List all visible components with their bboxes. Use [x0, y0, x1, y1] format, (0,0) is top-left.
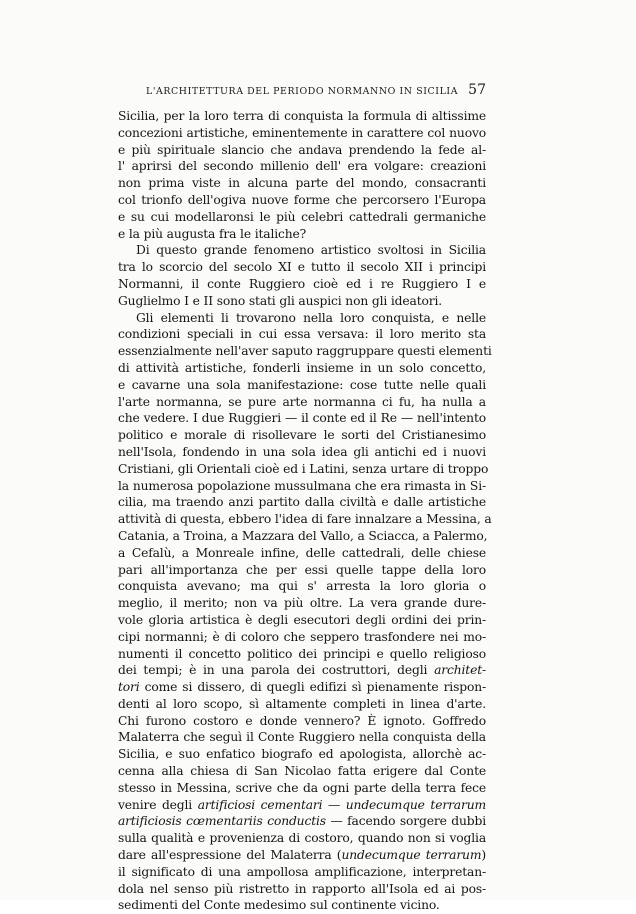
text-line: attività di questa, ebbero l'idea di fare innalzare a Messina, a [118, 512, 492, 527]
text-line: Cristiani, gli Orientali cioè ed i Latini, senza urtare di troppo [118, 461, 489, 476]
text-line: Normanni, il conte Ruggiero cioè ed i re Ruggiero I e [118, 276, 486, 291]
text-line: numenti il concetto politico dei principi e quello religioso [118, 646, 486, 661]
text-line: sulla qualità e provenienza di costoro, quando non si voglia [118, 831, 486, 846]
text-line: vole gloria artistica è degli esecutori degli ordini dei prin- [118, 612, 486, 627]
text-segment: ) [481, 848, 486, 863]
text-line: cilia, ma traendo anzi partito dalla civiltà e dalle artistiche [118, 495, 486, 510]
text-line [118, 847, 486, 864]
text-segment: venire degli [118, 797, 198, 812]
italic-text: artificiosis cœmentariis conductis [118, 814, 326, 829]
text-line: e su cui modellaronsi le più celebri cattedrali germaniche [118, 209, 486, 224]
text-line: cipi normanni; è di coloro che seppero trasfondere nei mo- [118, 629, 486, 644]
text-line: Catania, a Troina, a Mazzara del Vallo, a Sciacca, a Palermo, [118, 528, 488, 543]
text-segment: dare all'espressione del Malaterra ( [118, 848, 342, 863]
italic-text: tori [118, 680, 140, 695]
page-number: 57 [468, 82, 486, 98]
page-header [118, 82, 486, 102]
text-line: meglio, il merito; non va più oltre. La vera grande dure- [118, 596, 486, 611]
text-line: Gli elementi li trovarono nella loro conquista, e nelle [136, 310, 486, 325]
text-line: Guglielmo I e II sono stati gli auspici non gli ideatori. [118, 293, 443, 308]
text-line: Sicilia, per la loro terra di conquista la formula di altissime [118, 109, 486, 123]
text-line: che vedere. I due Ruggieri — il conte ed il Re — nell'intento [118, 411, 486, 426]
text-line [118, 662, 486, 679]
text-line: l'arte normanna, se pure arte normanna ci fu, ha nulla a [118, 394, 486, 409]
text-line: condizioni speciali in cui essa versava: il loro merito sta [118, 327, 486, 342]
text-line: cenna alla chiesa di San Nicolao fatta erigere dal Conte [118, 764, 486, 779]
text-line: nell'Isola, fondendo in una sola idea gli antichi ed i nuovi [118, 444, 486, 459]
text-line: a Cefalù, a Monreale infine, delle cattedrali, delle chiese [118, 545, 486, 560]
body-text [118, 108, 492, 914]
text-line: politico e morale di risollevare le sorti del Cristianesimo [118, 428, 486, 443]
text-line: Malaterra che seguì il Conte Ruggiero nella conquista della [118, 730, 486, 745]
text-line: di attività artistiche, fonderli insieme in un solo concetto, [118, 360, 486, 375]
text-line [118, 679, 486, 696]
text-line: e cavarne una sola manifestazione: cose tutte nelle quali [118, 377, 486, 392]
italic-text: architet- [434, 663, 486, 678]
text-line: Di questo grande fenomeno artistico svoltosi in Sicilia [136, 243, 486, 258]
text-line: col trionfo dell'ogiva nuove forme che percorsero l'Europa [118, 192, 486, 207]
text-segment: dei tempi; è in una parola dei costruttori, degli [118, 663, 435, 678]
text-segment: — facendo sorgere dubbi [325, 814, 486, 829]
text-line: l' aprirsi del secondo millenio dell' era volgare: creazioni [118, 159, 486, 174]
text-line: Sicilia, e suo enfatico biografo ed apologista, allorchè ac- [118, 747, 486, 762]
text-line: e più spirituale slancio che andava prendendo la fede al- [118, 142, 486, 157]
running-head: L'ARCHITETTURA DEL PERIODO NORMANNO IN SICILIA [146, 86, 459, 97]
text-line [118, 797, 486, 814]
italic-text: undecumque terrarum [341, 848, 482, 863]
text-line: concezioni artistiche, eminentemente in carattere col nuovo [118, 125, 486, 140]
text-line: tra lo scorcio del secolo XI e tutto il secolo XII i principi [118, 260, 486, 275]
text-line: non prima viste in alcuna parte del mondo, consacranti [118, 176, 486, 191]
text-line: il significato di una ampollosa amplificazione, interpretan- [118, 864, 486, 879]
text-segment: come si dissero, di quegli edifizi sì pienamente rispon- [139, 680, 486, 695]
text-line: Chi furono costoro e donde vennero? È ignoto. Goffredo [118, 713, 486, 728]
text-line: e la più augusta fra le italiche? [118, 226, 307, 241]
text-line: pari all'importanza che per essi quelle tappe della loro [118, 562, 486, 577]
text-line: sedimenti del Conte medesimo sul continente vicino. [118, 898, 440, 913]
text-line [118, 813, 486, 830]
text-line: dola nel senso più ristretto in rapporto all'Isola ed ai pos- [118, 881, 486, 896]
text-line: stesso in Messina, scrive che da ogni parte della terra fece [118, 780, 486, 795]
text-line: essenzialmente nell'aver saputo raggruppare questi elementi [118, 344, 492, 359]
italic-text: artificiosi cementari — undecumque terrarum [197, 797, 486, 812]
text-line: la numerosa popolazione mussulmana che era rimasta in Si- [118, 478, 486, 493]
text-line: conquista avevano; ma qui s' arresta la loro gloria o [118, 579, 486, 594]
text-line: denti al loro scopo, sì altamente completi in linea d'arte. [118, 696, 486, 711]
